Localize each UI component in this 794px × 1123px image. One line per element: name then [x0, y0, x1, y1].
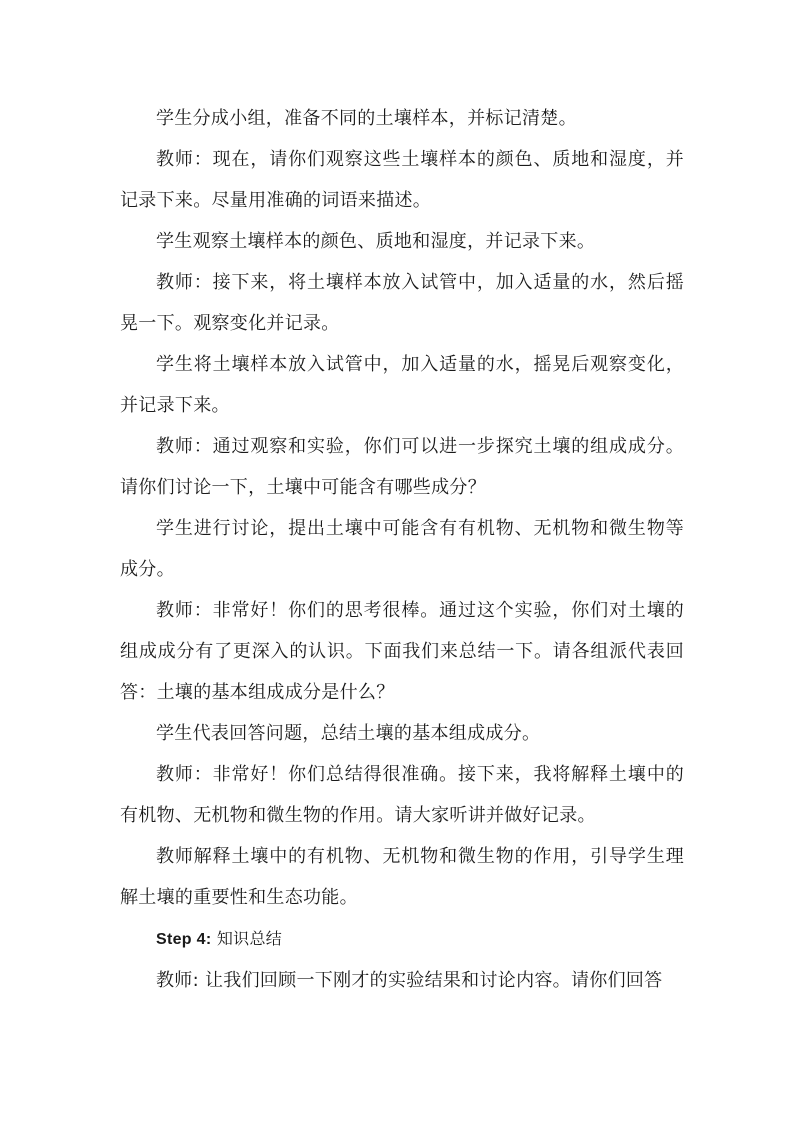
- paragraph-teacher-review: 教师: 让我们回顾一下刚才的实验结果和讨论内容。请你们回答: [156, 970, 663, 991]
- paragraph-teacher-summary-question: 教师：非常好！你们的思考很棒。通过这个实验，你们对土壤的组成成分有了更深入的认识。下面我们来总结一下。请各组派代表回答：土壤的基本组成成分是什么？: [120, 600, 684, 703]
- paragraph-teacher-test-tube: 教师：接下来，将土壤样本放入试管中，加入适量的水，然后摇晃一下。观察变化并记录。: [120, 272, 684, 334]
- paragraph-teacher-discuss: 教师：通过观察和实验，你们可以进一步探究土壤的组成成分。请你们讨论一下，土壤中可能含有哪些成分？: [120, 436, 684, 498]
- document-body: [120, 98, 684, 1001]
- paragraph-teacher-observe: 教师：现在，请你们观察这些土壤样本的颜色、质地和湿度，并记录下来。尽量用准确的词语来描述。: [120, 149, 684, 211]
- paragraph-group-prep: 学生分成小组，准备不同的土壤样本，并标记清楚。: [156, 108, 577, 129]
- paragraph-teacher-explain: 教师解释土壤中的有机物、无机物和微生物的作用，引导学生理解土壤的重要性和生态功能。: [120, 846, 684, 908]
- step-title: 知识总结: [216, 929, 283, 948]
- paragraph-teacher-explain-intro: 教师：非常好！你们总结得很准确。接下来，我将解释土壤中的有机物、无机物和微生物的作用。请大家听讲并做好记录。: [120, 764, 684, 826]
- step-heading: [120, 918, 684, 960]
- paragraph-student-discuss: 学生进行讨论，提出土壤中可能含有有机物、无机物和微生物等成分。: [120, 518, 684, 580]
- paragraph-student-answer: 学生代表回答问题，总结土壤的基本组成成分。: [156, 723, 541, 744]
- paragraph-student-test-tube: 学生将土壤样本放入试管中，加入适量的水，摇晃后观察变化，并记录下来。: [120, 354, 684, 416]
- step-label: Step 4:: [156, 931, 212, 948]
- paragraph-student-observe: 学生观察土壤样本的颜色、质地和湿度，并记录下来。: [156, 231, 596, 252]
